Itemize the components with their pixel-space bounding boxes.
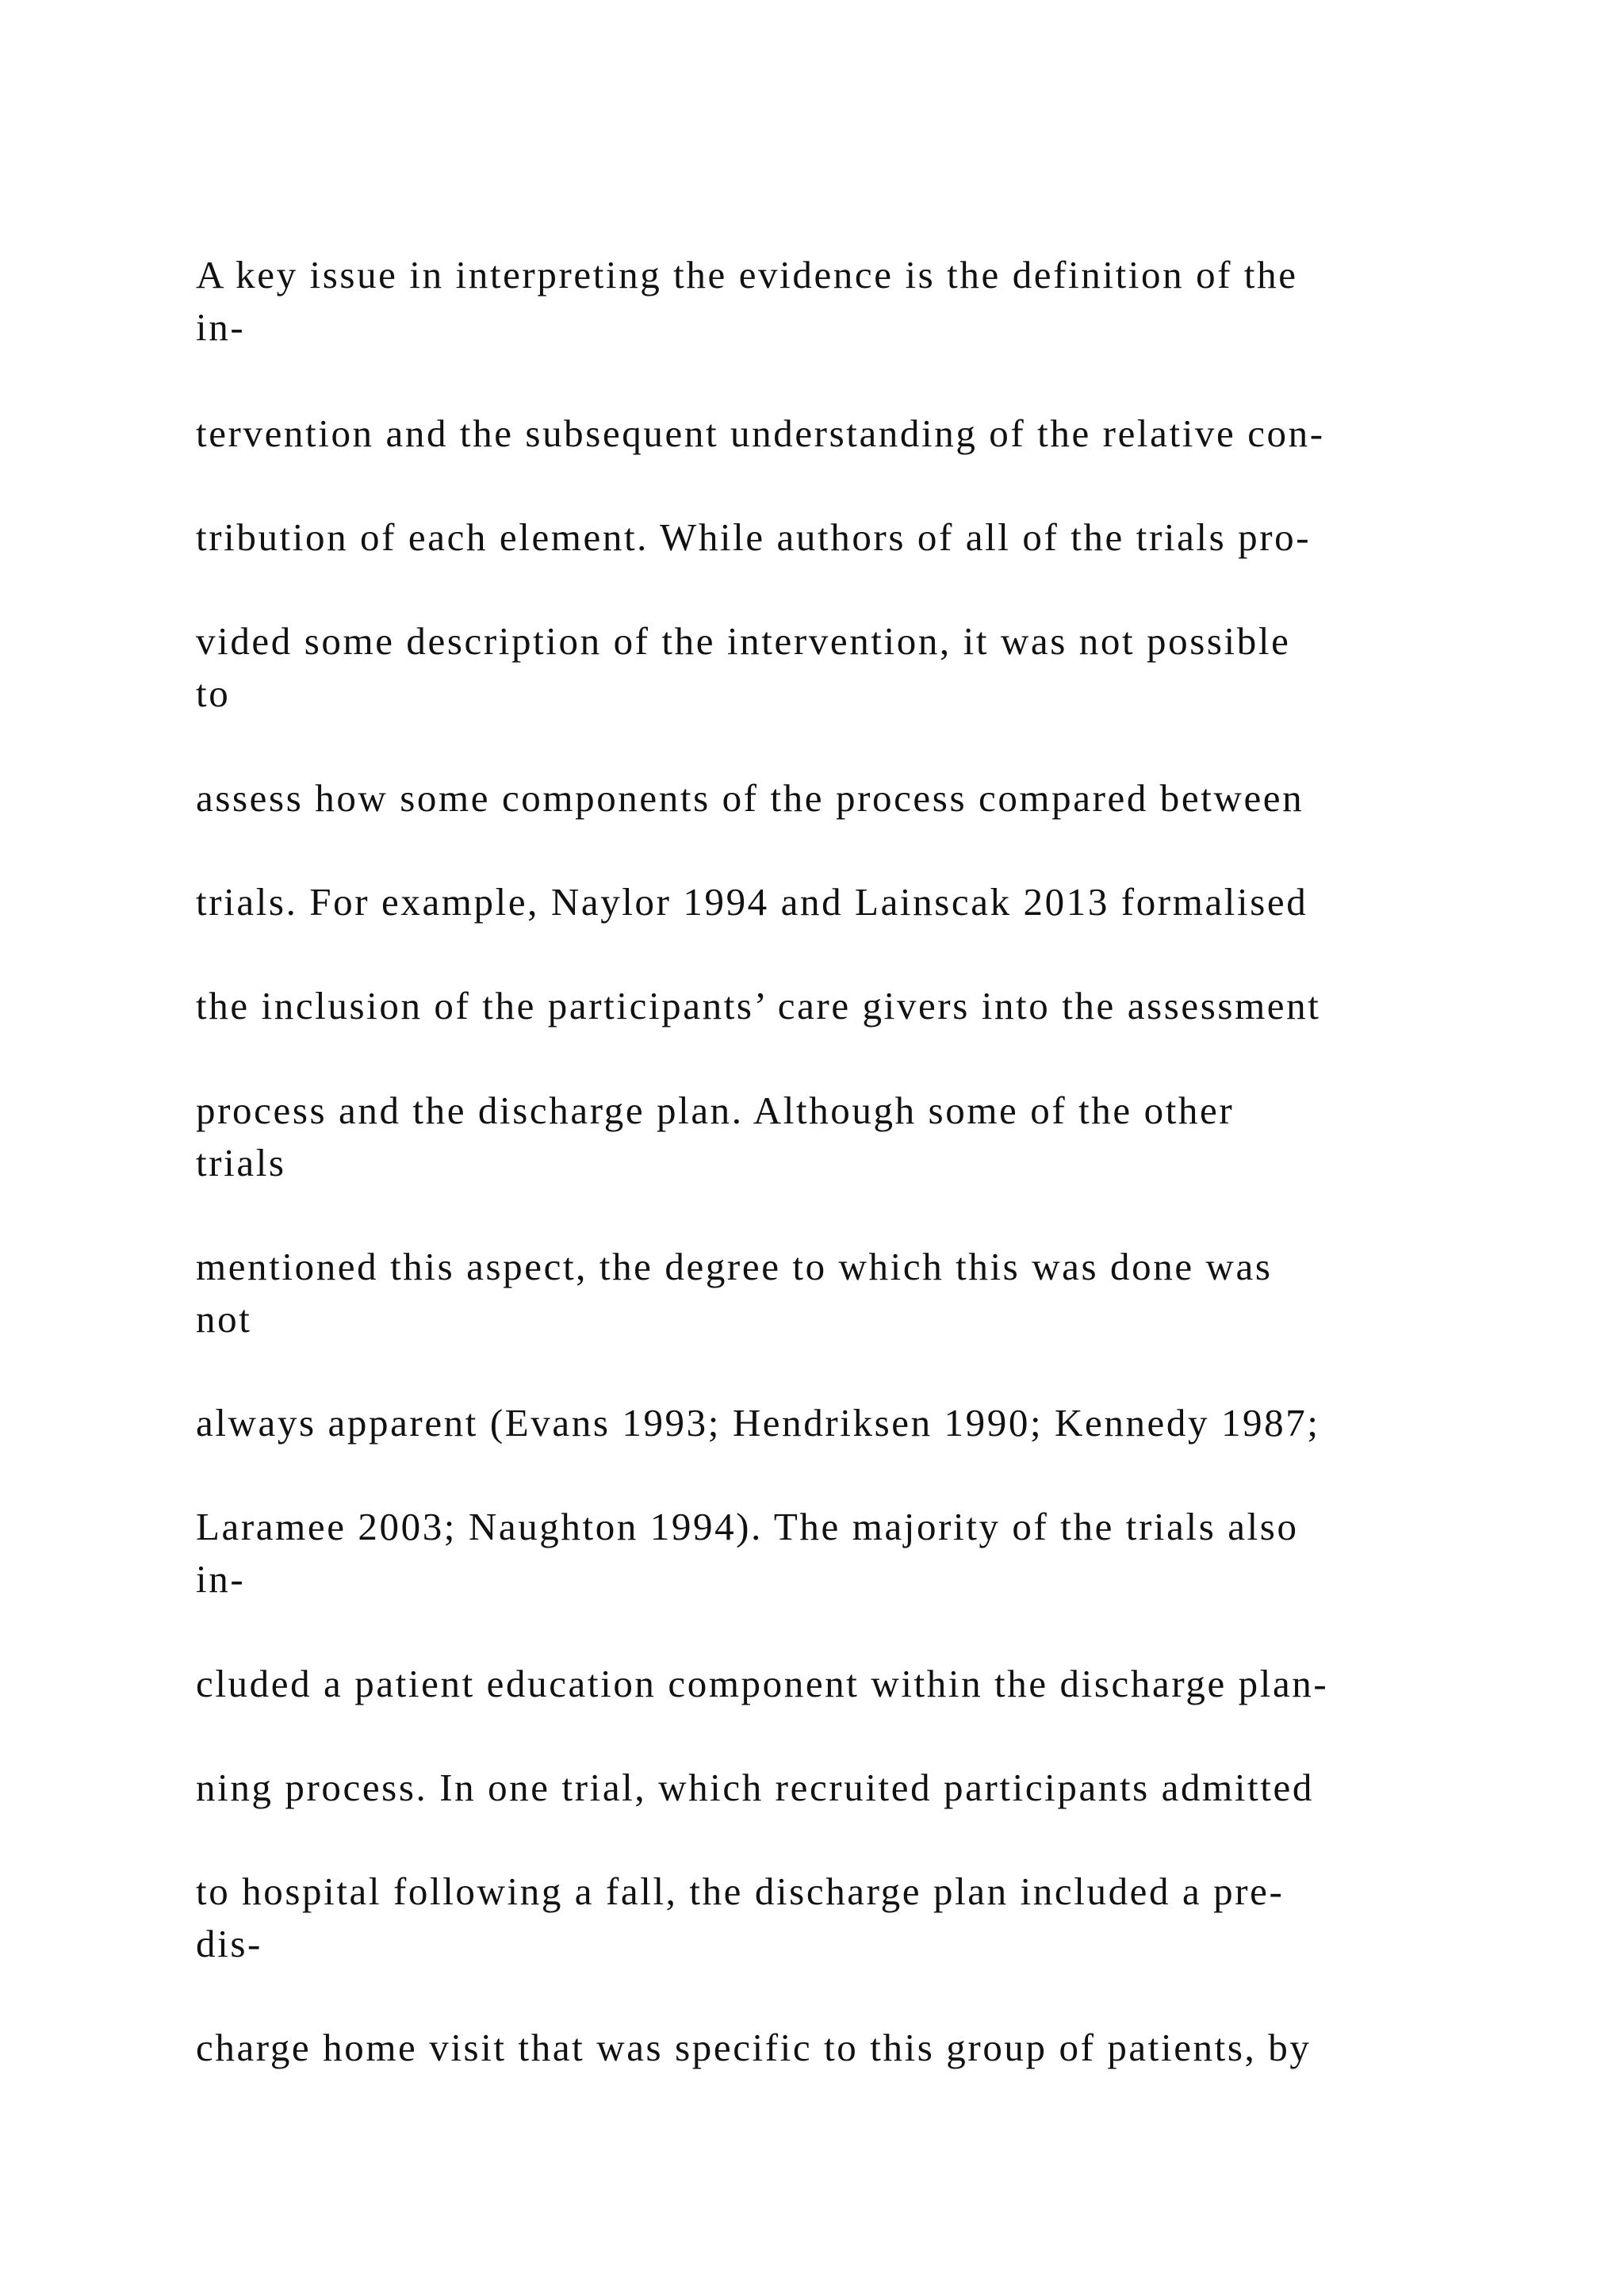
text-line: tribution of each element. While authors of all of the trials pro- xyxy=(196,515,1312,559)
text-line: to hospital following a fall, the discharge plan included a pre- xyxy=(196,1869,1285,1913)
text-line: assess how some components of the process compared between xyxy=(196,776,1304,820)
text-line: vided some description of the intervention, it was not possible xyxy=(196,619,1291,663)
text-line: charge home visit that was specific to this group of patients, by xyxy=(196,2026,1312,2069)
text-line: trials. For example, Naylor 1994 and Lainscak 2013 formalised xyxy=(196,880,1308,924)
text-line: not xyxy=(196,1297,252,1341)
text-line: always apparent (Evans 1993; Hendriksen 1990; Kennedy 1987; xyxy=(196,1401,1320,1445)
text-line: dis- xyxy=(196,1922,262,1965)
text-line: the inclusion of the participants’ care givers into the assessment xyxy=(196,984,1321,1027)
text-line: trials xyxy=(196,1141,286,1184)
text-line: in- xyxy=(196,1557,246,1601)
text-line: ning process. In one trial, which recruited participants admitted xyxy=(196,1766,1314,1809)
text-line: Laramee 2003; Naughton 1994). The majority of the trials also xyxy=(196,1505,1299,1548)
text-line: tervention and the subsequent understanding of the relative con- xyxy=(196,411,1325,455)
text-line: in- xyxy=(196,305,246,349)
text-line: A key issue in interpreting the evidence is the definition of the xyxy=(196,253,1298,297)
text-line: process and the discharge plan. Although some of the other xyxy=(196,1089,1235,1132)
text-line: to xyxy=(196,672,231,715)
text-line: mentioned this aspect, the degree to which this was done was xyxy=(196,1245,1273,1288)
text-line: cluded a patient education component within the discharge plan- xyxy=(196,1662,1329,1705)
